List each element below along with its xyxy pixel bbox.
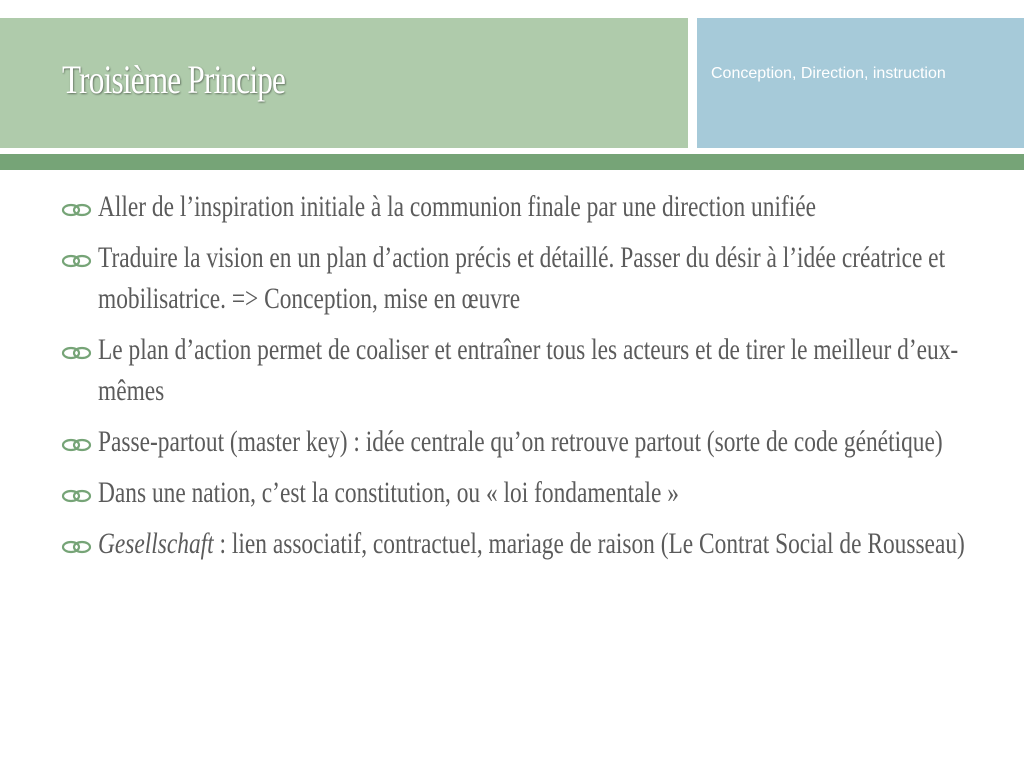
bullet-text: : lien associatif, contractuel, mariage de raison (Le Contrat Social de Rousseau) bbox=[213, 527, 965, 560]
bullet-text: Le plan d’action permet de coaliser et entraîner tous les acteurs et de tirer le meilleur d’eux-mêmes bbox=[98, 333, 959, 407]
bullet-text: Traduire la vision en un plan d’action précis et détaillé. Passer du désir à l’idée créatrice et mobilisatrice. => Conception, mise en œuvre bbox=[98, 241, 946, 315]
bullet-item bbox=[60, 329, 1000, 411]
linked-rings-bullet-icon bbox=[60, 486, 94, 506]
bullet-text: Dans une nation, c’est la constitution, ou « loi fondamentale » bbox=[98, 476, 679, 509]
bullet-item bbox=[60, 237, 1000, 319]
linked-rings-bullet-icon bbox=[60, 537, 94, 557]
linked-rings-bullet-icon bbox=[60, 251, 94, 271]
bullet-text: Aller de l’inspiration initiale à la communion finale par une direction unifiée bbox=[98, 190, 817, 223]
slide-subtitle: Conception, Direction, instruction bbox=[711, 65, 946, 82]
bullet-emphasis: Gesellschaft bbox=[98, 527, 214, 560]
slide-title: Troisième Principe bbox=[62, 57, 286, 102]
bullet-list bbox=[60, 186, 1000, 574]
bullet-item bbox=[60, 523, 1000, 564]
bullet-item bbox=[60, 472, 1000, 513]
linked-rings-bullet-icon bbox=[60, 200, 94, 220]
linked-rings-bullet-icon bbox=[60, 343, 94, 363]
bullet-item bbox=[60, 421, 1000, 462]
header-divider bbox=[0, 154, 1024, 170]
bullet-text: Passe-partout (master key) : idée centrale qu’on retrouve partout (sorte de code génétique) bbox=[98, 425, 943, 458]
bullet-item bbox=[60, 186, 1000, 227]
linked-rings-bullet-icon bbox=[60, 435, 94, 455]
